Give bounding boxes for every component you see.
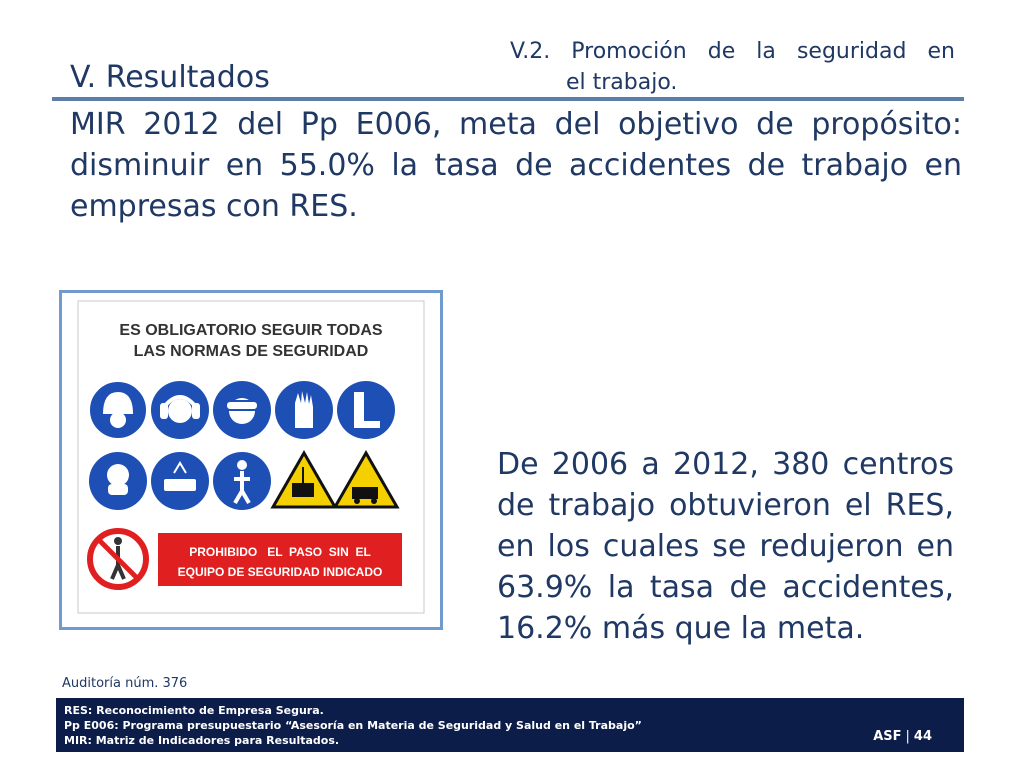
footer-notes	[64, 703, 642, 748]
footer-note-pp: Pp E006: Programa presupuestario “Asesoría en Materia de Seguridad y Salud en el Trabajo”	[64, 719, 642, 732]
subtitle-line-1: V.2. Promoción de la seguridad en	[510, 39, 955, 64]
ear-protection-icon	[151, 381, 209, 439]
footer-bar	[56, 698, 964, 752]
main-paragraph: MIR 2012 del Pp E006, meta del objetivo de propósito: disminuir en 55.0% la tasa de accidentes de trabajo en empresas con RES.	[70, 107, 962, 224]
sign-title-line-1: ES OBLIGATORIO SEGUIR TODAS	[119, 322, 383, 339]
helmet-icon	[89, 381, 147, 439]
boots-icon	[337, 381, 395, 439]
goggles-icon	[213, 381, 271, 439]
no-pedestrian-icon	[90, 531, 146, 587]
brand-label: ASF	[873, 729, 902, 744]
sign-title-line-2: LAS NORMAS DE SEGURIDAD	[133, 343, 369, 360]
title-divider	[52, 97, 964, 101]
safety-sign-image	[59, 290, 443, 630]
page-number: 44	[913, 729, 932, 744]
harness-icon	[213, 452, 271, 510]
prohibited-line-1: PROHIBIDO EL PASO SIN EL	[189, 545, 371, 559]
section-title: V. Resultados	[70, 60, 270, 95]
prohibited-line-2: EQUIPO DE SEGURIDAD INDICADO	[177, 565, 383, 579]
subtitle	[510, 36, 955, 98]
gloves-icon	[275, 381, 333, 439]
footer-note-res: RES: Reconocimiento de Empresa Segura.	[64, 704, 324, 717]
footer-brand	[873, 729, 932, 744]
welding-icon	[151, 452, 209, 510]
brand-separator: |	[905, 729, 910, 744]
subtitle-line-2: el trabajo.	[566, 70, 678, 95]
results-paragraph: De 2006 a 2012, 380 centros de trabajo obtuvieron el RES, en los cuales se redujeron en 63.9% la tasa de accidentes, 16.2% más que la meta.	[497, 447, 954, 646]
audit-label: Auditoría núm. 376	[62, 676, 188, 691]
footer-note-mir: MIR: Matriz de Indicadores para Resultados.	[64, 734, 340, 747]
respirator-icon	[89, 452, 147, 510]
